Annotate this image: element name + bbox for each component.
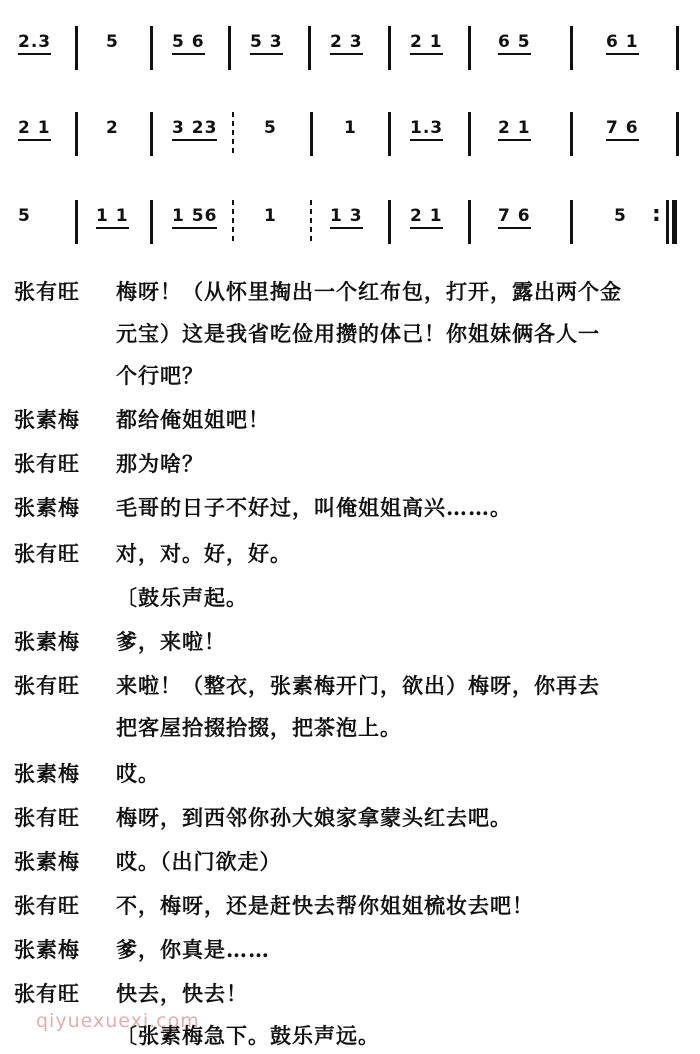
speech-text: 梅呀！（从怀里掏出一个红布包，打开，露出两个金 bbox=[116, 279, 622, 304]
score-note: 5 bbox=[18, 206, 31, 226]
dashed-bar-line bbox=[232, 200, 234, 244]
score-note: 1 56 bbox=[172, 206, 217, 229]
score-note: 1 bbox=[264, 206, 277, 226]
speech-text: 哎。（出门欲走） bbox=[116, 849, 282, 874]
score-note: 2 1 bbox=[498, 118, 531, 141]
speaker-name: 张素梅 bbox=[14, 495, 80, 520]
bar-line bbox=[676, 26, 679, 70]
dialogue-line bbox=[0, 840, 700, 880]
speech-text: 来啦！（整衣，张素梅开门，欲出）梅呀，你再去 bbox=[116, 673, 600, 698]
score-note: 5 3 bbox=[250, 32, 283, 55]
bar-line bbox=[468, 200, 471, 244]
bar-line bbox=[570, 112, 573, 156]
bar-line bbox=[75, 200, 78, 244]
score-note: 5 bbox=[614, 206, 627, 226]
score-note: 5 bbox=[106, 32, 119, 52]
speech-text: 快去，快去！ bbox=[116, 981, 248, 1006]
speech-text: 〔张素梅急下。鼓乐声远。 bbox=[116, 1023, 380, 1048]
speaker-name: 张有旺 bbox=[14, 673, 80, 698]
speaker-name: 张素梅 bbox=[14, 761, 80, 786]
score-note: 5 bbox=[264, 118, 277, 138]
score-note: 7 6 bbox=[498, 206, 531, 229]
score-row-2 bbox=[0, 108, 700, 168]
score-row-1 bbox=[0, 22, 700, 82]
stage-direction bbox=[0, 576, 700, 616]
dashed-bar-line bbox=[232, 112, 234, 156]
score-note: 2 1 bbox=[18, 118, 51, 141]
bar-line bbox=[468, 112, 471, 156]
dialogue-line bbox=[0, 442, 700, 482]
bar-line bbox=[570, 26, 573, 70]
speech-text: 对，对。好，好。 bbox=[116, 541, 292, 566]
numbered-musical-score bbox=[0, 0, 700, 260]
speaker-name: 张有旺 bbox=[14, 541, 80, 566]
score-note: 1.3 bbox=[410, 118, 443, 141]
bar-line bbox=[388, 26, 391, 70]
bar-line bbox=[388, 112, 391, 156]
dialogue-line bbox=[0, 398, 700, 438]
dialogue-line bbox=[0, 312, 700, 352]
speaker-name: 张有旺 bbox=[14, 279, 80, 304]
speech-text: 爹，来啦！ bbox=[116, 629, 226, 654]
dialogue-line bbox=[0, 884, 700, 924]
speaker-name: 张素梅 bbox=[14, 937, 80, 962]
bar-line bbox=[228, 26, 231, 70]
score-note: 2 3 bbox=[330, 32, 363, 55]
dialogue-line bbox=[0, 928, 700, 968]
repeat-sign: : bbox=[652, 202, 661, 227]
speech-text: 元宝）这是我省吃俭用攒的体己！你姐妹俩各人一 bbox=[116, 321, 600, 346]
bar-line bbox=[570, 200, 573, 244]
bar-line bbox=[666, 200, 669, 244]
bar-line bbox=[388, 200, 391, 244]
score-note: 1 3 bbox=[330, 206, 363, 229]
bar-line bbox=[468, 26, 471, 70]
bar-line bbox=[75, 112, 78, 156]
final-thick-bar bbox=[672, 200, 677, 244]
score-note: 1 1 bbox=[96, 206, 129, 229]
dialogue-line bbox=[0, 752, 700, 792]
score-row-3 bbox=[0, 196, 700, 256]
speech-text: 哎。 bbox=[116, 761, 160, 786]
dialogue-line bbox=[0, 270, 700, 310]
bar-line bbox=[150, 112, 153, 156]
speaker-name: 张素梅 bbox=[14, 849, 80, 874]
score-note: 7 6 bbox=[606, 118, 639, 141]
bar-line bbox=[150, 26, 153, 70]
bar-line bbox=[310, 112, 313, 156]
speech-text: 把客屋拾掇拾掇，把茶泡上。 bbox=[116, 715, 402, 740]
speaker-name: 张有旺 bbox=[14, 893, 80, 918]
score-note: 2 bbox=[106, 118, 119, 138]
score-note: 2 1 bbox=[410, 32, 443, 55]
dialogue-line bbox=[0, 706, 700, 746]
speech-text: 不，梅呀，还是赶快去帮你姐姐梳妆去吧！ bbox=[116, 893, 534, 918]
score-note: 5 6 bbox=[172, 32, 205, 55]
score-note: 6 1 bbox=[606, 32, 639, 55]
speech-text: 个行吧？ bbox=[116, 363, 204, 388]
dialogue-line bbox=[0, 796, 700, 836]
speech-text: 那为啥？ bbox=[116, 451, 204, 476]
speech-text: 都给俺姐姐吧！ bbox=[116, 407, 270, 432]
dialogue-line bbox=[0, 972, 700, 1012]
bar-line bbox=[308, 26, 311, 70]
speaker-name: 张素梅 bbox=[14, 629, 80, 654]
dialogue-line bbox=[0, 620, 700, 660]
speech-text: 毛哥的日子不好过，叫俺姐姐高兴……。 bbox=[116, 495, 512, 520]
bar-line bbox=[150, 200, 153, 244]
speech-text: 爹，你真是…… bbox=[116, 937, 270, 962]
score-note: 1 bbox=[344, 118, 357, 138]
speaker-name: 张有旺 bbox=[14, 805, 80, 830]
site-watermark: qiyuexuexi.com bbox=[36, 1010, 200, 1032]
score-note: 2.3 bbox=[18, 32, 51, 55]
dialogue-line bbox=[0, 532, 700, 572]
dialogue-line bbox=[0, 354, 700, 394]
score-note: 6 5 bbox=[498, 32, 531, 55]
speaker-name: 张有旺 bbox=[14, 451, 80, 476]
speech-text: 〔鼓乐声起。 bbox=[116, 585, 248, 610]
dialogue-line bbox=[0, 486, 700, 526]
bar-line bbox=[676, 112, 679, 156]
bar-line bbox=[75, 26, 78, 70]
speech-text: 梅呀，到西邻你孙大娘家拿蒙头红去吧。 bbox=[116, 805, 512, 830]
dashed-bar-line bbox=[310, 200, 312, 244]
dialogue-line bbox=[0, 664, 700, 704]
speaker-name: 张有旺 bbox=[14, 981, 80, 1006]
score-note: 3 23 bbox=[172, 118, 217, 141]
score-note: 2 1 bbox=[410, 206, 443, 229]
speaker-name: 张素梅 bbox=[14, 407, 80, 432]
